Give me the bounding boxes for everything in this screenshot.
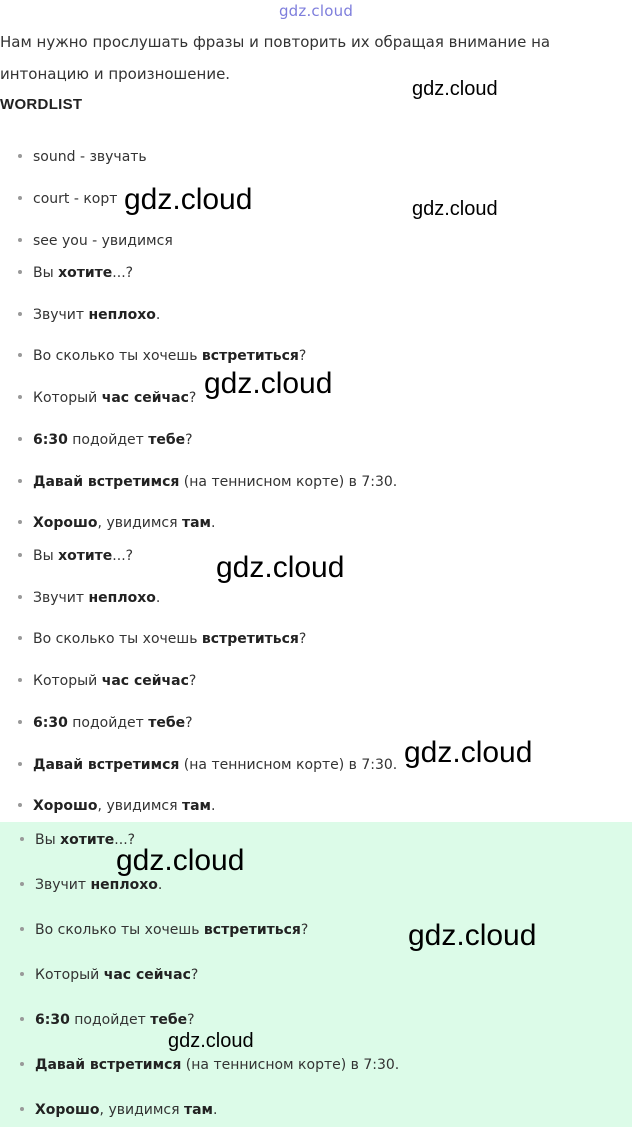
bold-text: 6:30 xyxy=(33,715,68,731)
text: Который xyxy=(33,673,102,689)
bullet-icon xyxy=(18,553,22,557)
bullet-icon xyxy=(18,520,22,524)
list-item xyxy=(18,347,306,365)
bold-text: Хорошо xyxy=(35,1102,100,1118)
text: ? xyxy=(298,631,307,647)
text: подойдет xyxy=(67,432,149,448)
list-item xyxy=(18,264,133,282)
text: Во сколько ты хочешь xyxy=(33,348,202,364)
text: Звучит xyxy=(33,307,89,323)
bold-text: тебе xyxy=(150,1012,188,1028)
bold-text: хотите xyxy=(60,832,115,848)
text: . xyxy=(213,1102,218,1118)
bullet-icon xyxy=(18,595,22,599)
bullet-icon xyxy=(20,972,24,976)
text: (на теннисном корте) в 7:30. xyxy=(181,1057,400,1073)
bold-text: тебе xyxy=(148,715,186,731)
text: , увидимся xyxy=(99,1102,184,1118)
watermark: gdz.cloud xyxy=(412,78,498,100)
bold-text: Хорошо xyxy=(33,515,98,531)
bullet-icon xyxy=(18,437,22,441)
list-item xyxy=(20,876,162,894)
watermark: gdz.cloud xyxy=(168,1030,254,1052)
text: ? xyxy=(300,922,309,938)
text: Вы xyxy=(35,832,61,848)
text: ...? xyxy=(112,265,134,281)
watermark: gdz.cloud xyxy=(408,919,537,952)
text: , увидимся xyxy=(97,798,182,814)
bold-text: Хорошо xyxy=(33,798,98,814)
bullet-icon xyxy=(18,353,22,357)
list-item xyxy=(20,1101,217,1119)
text: Во сколько ты хочешь xyxy=(33,631,202,647)
intro-line-1: Нам нужно прослушать фразы и повторить их обращая внимание на xyxy=(0,33,551,51)
text: ...? xyxy=(112,548,134,564)
list-item xyxy=(18,232,173,250)
bold-text: час сейчас xyxy=(101,673,189,689)
text: . xyxy=(155,590,161,606)
text: . xyxy=(155,307,161,323)
wordlist-heading: WORDLIST xyxy=(0,96,83,113)
list-item xyxy=(18,714,193,732)
bullet-icon xyxy=(18,270,22,274)
bullet-icon xyxy=(18,720,22,724)
list-item xyxy=(20,966,198,984)
text: see you - увидимся xyxy=(33,233,173,249)
bullet-icon xyxy=(18,636,22,640)
bullet-icon xyxy=(18,395,22,399)
text: Звучит xyxy=(33,590,89,606)
list-item xyxy=(18,547,133,565)
text: . xyxy=(211,798,216,814)
list-item xyxy=(18,589,160,607)
text: подойдет xyxy=(69,1012,151,1028)
bullet-icon xyxy=(18,678,22,682)
text: , увидимся xyxy=(97,515,182,531)
list-item xyxy=(18,630,306,648)
bullet-icon xyxy=(20,1107,24,1111)
text: Вы xyxy=(33,548,59,564)
bold-text: Давай встретимся xyxy=(33,757,180,773)
text: (на теннисном корте) в 7:30. xyxy=(179,474,398,490)
bold-text: неплохо xyxy=(88,307,156,323)
list-item xyxy=(18,672,196,690)
text: . xyxy=(211,515,216,531)
text: ? xyxy=(188,673,197,689)
bold-text: там xyxy=(182,515,212,531)
bold-text: Давай встретимся xyxy=(35,1057,182,1073)
bullet-icon xyxy=(20,882,24,886)
bold-text: встретиться xyxy=(201,631,299,647)
text: . xyxy=(157,877,163,893)
bullet-icon xyxy=(18,238,22,242)
text: Вы xyxy=(33,265,59,281)
bullet-icon xyxy=(20,1017,24,1021)
bold-text: 6:30 xyxy=(33,432,68,448)
text: ? xyxy=(298,348,307,364)
list-item xyxy=(20,1056,399,1074)
bold-text: 6:30 xyxy=(35,1012,70,1028)
bold-text: хотите xyxy=(58,548,113,564)
bullet-icon xyxy=(18,803,22,807)
list-item xyxy=(18,756,397,774)
bold-text: хотите xyxy=(58,265,113,281)
watermark: gdz.cloud xyxy=(204,367,333,400)
bold-text: там xyxy=(182,798,212,814)
bullet-icon xyxy=(20,1062,24,1066)
list-item xyxy=(20,1011,195,1029)
text: ...? xyxy=(114,832,136,848)
bold-text: неплохо xyxy=(88,590,156,606)
text: Который xyxy=(35,967,104,983)
bold-text: час сейчас xyxy=(101,390,189,406)
list-item xyxy=(18,431,193,449)
bold-text: неплохо xyxy=(90,877,158,893)
watermark: gdz.cloud xyxy=(116,844,245,877)
watermark: gdz.cloud xyxy=(216,551,345,584)
bullet-icon xyxy=(18,154,22,158)
text: ? xyxy=(187,1012,195,1028)
list-item xyxy=(18,389,196,407)
list-item xyxy=(18,797,215,815)
text: Звучит xyxy=(35,877,91,893)
bold-text: Давай встретимся xyxy=(33,474,180,490)
list-item xyxy=(18,514,215,532)
text: ? xyxy=(188,390,197,406)
watermark: gdz.cloud xyxy=(404,736,533,769)
list-item xyxy=(18,148,147,166)
text: Во сколько ты хочешь xyxy=(35,922,204,938)
bold-text: встретиться xyxy=(201,348,299,364)
watermark: gdz.cloud xyxy=(412,198,498,220)
watermark: gdz.cloud xyxy=(124,183,253,216)
bullet-icon xyxy=(18,196,22,200)
watermark-top: gdz.cloud xyxy=(278,2,354,20)
text: (на теннисном корте) в 7:30. xyxy=(179,757,398,773)
bullet-icon xyxy=(18,312,22,316)
text: ? xyxy=(185,432,193,448)
list-item xyxy=(18,306,160,324)
intro-line-2: интонацию и произношение. xyxy=(0,65,231,83)
text: court - корт xyxy=(33,191,118,207)
bold-text: встретиться xyxy=(203,922,301,938)
bullet-icon xyxy=(18,762,22,766)
bullet-icon xyxy=(18,479,22,483)
text: ? xyxy=(185,715,193,731)
list-item xyxy=(18,190,117,208)
text: ? xyxy=(190,967,199,983)
bold-text: час сейчас xyxy=(103,967,191,983)
bullet-icon xyxy=(20,927,24,931)
text: Который xyxy=(33,390,102,406)
text: подойдет xyxy=(67,715,149,731)
list-item xyxy=(20,921,308,939)
bullet-icon xyxy=(20,837,24,841)
text: sound - звучать xyxy=(33,149,147,165)
bold-text: там xyxy=(184,1102,214,1118)
list-item xyxy=(18,473,397,491)
bold-text: тебе xyxy=(148,432,186,448)
